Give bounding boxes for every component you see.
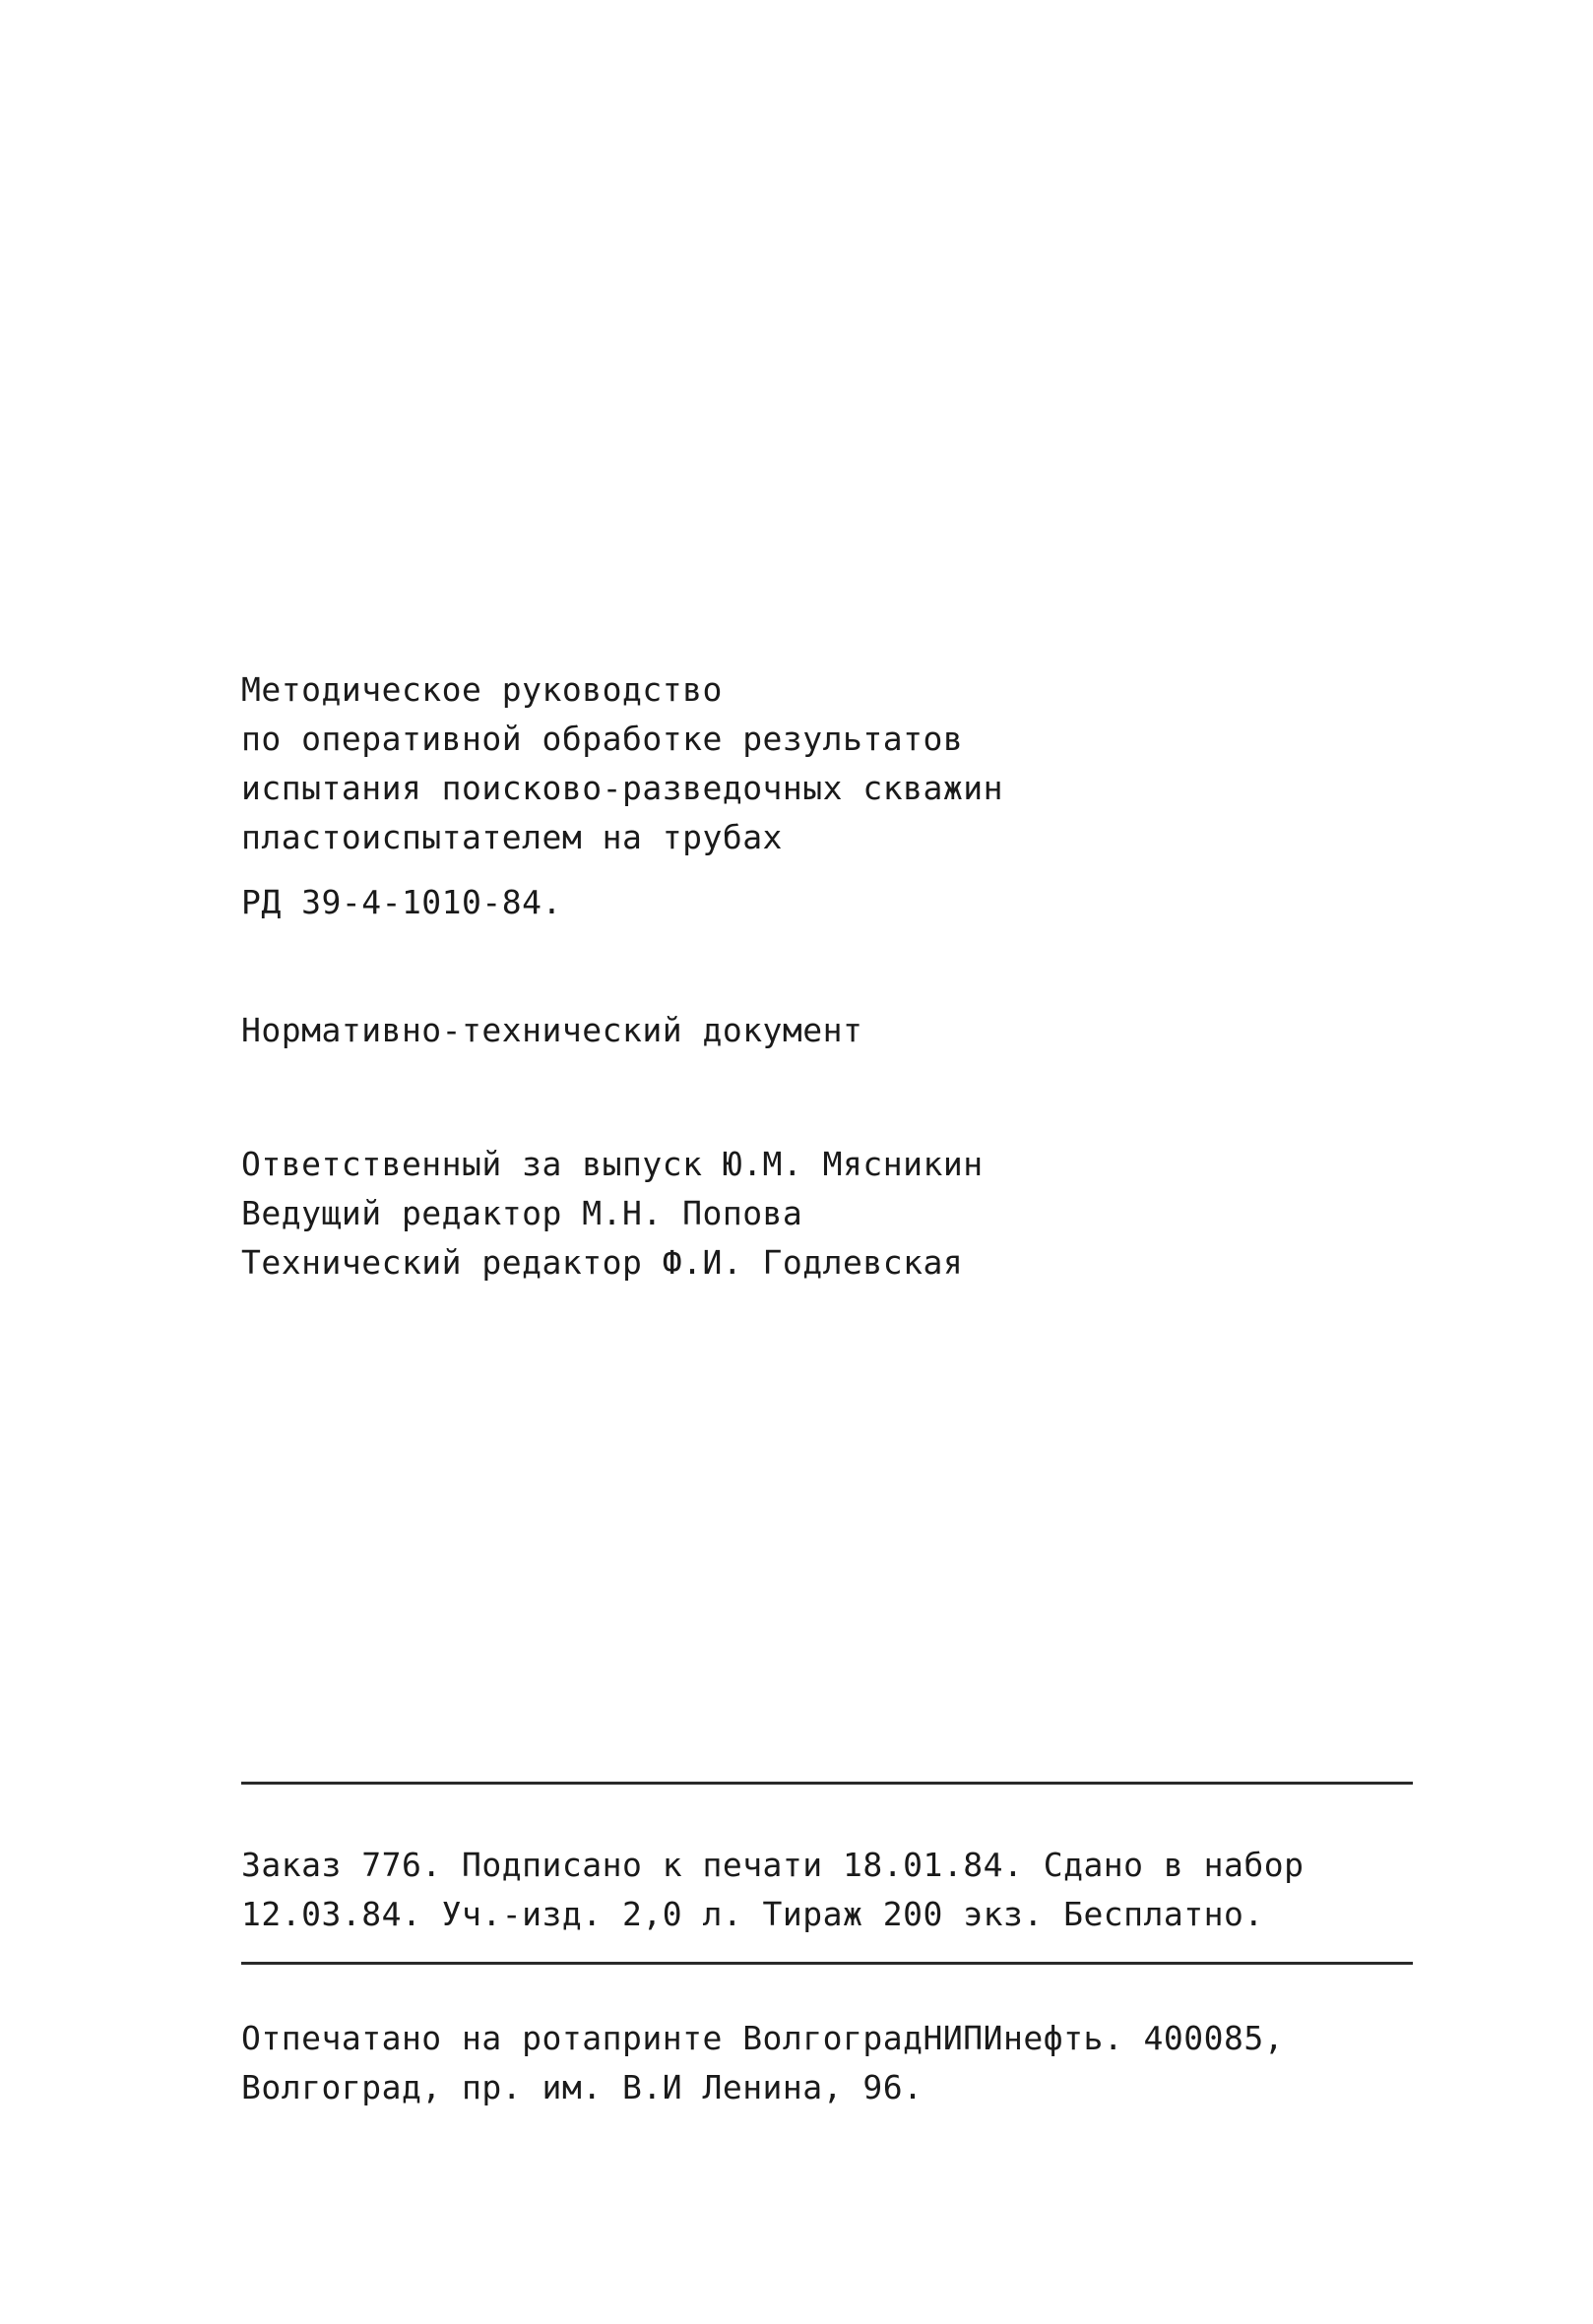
credit-lead-editor: Ведущий редактор М.Н. Попова <box>241 1194 803 1232</box>
title-line-3: испытания поисково-разведочных скважин <box>241 769 1003 807</box>
divider-bottom <box>241 1962 1413 1965</box>
printer-line-1: Отпечатано на ротапринте ВолгоградНИПИнефть. 400085, <box>241 2019 1285 2057</box>
title-line-2: по оперативной обработке результатов <box>241 720 964 758</box>
title-line-1: Методическое руководство <box>241 670 723 709</box>
divider-top <box>241 1782 1413 1785</box>
document-code: РД 39-4-1010-84. <box>241 883 562 921</box>
credit-responsible: Ответственный за выпуск Ю.М. Мясникин <box>241 1145 984 1183</box>
imprint-line-2: 12.03.84. Уч.-изд. 2,0 л. Тираж 200 экз. Бесплатно. <box>241 1895 1264 1933</box>
printer-line-2: Волгоград, пр. им. В.И Ленина, 96. <box>241 2068 924 2106</box>
credit-tech-editor: Технический редактор Ф.И. Годлевская <box>241 1243 964 1282</box>
document-type: Нормативно-технический документ <box>241 1011 863 1049</box>
imprint-line-1: Заказ 776. Подписано к печати 18.01.84. Сдано в набор <box>241 1846 1305 1884</box>
title-line-4: пластоиспытателем на трубах <box>241 818 783 856</box>
